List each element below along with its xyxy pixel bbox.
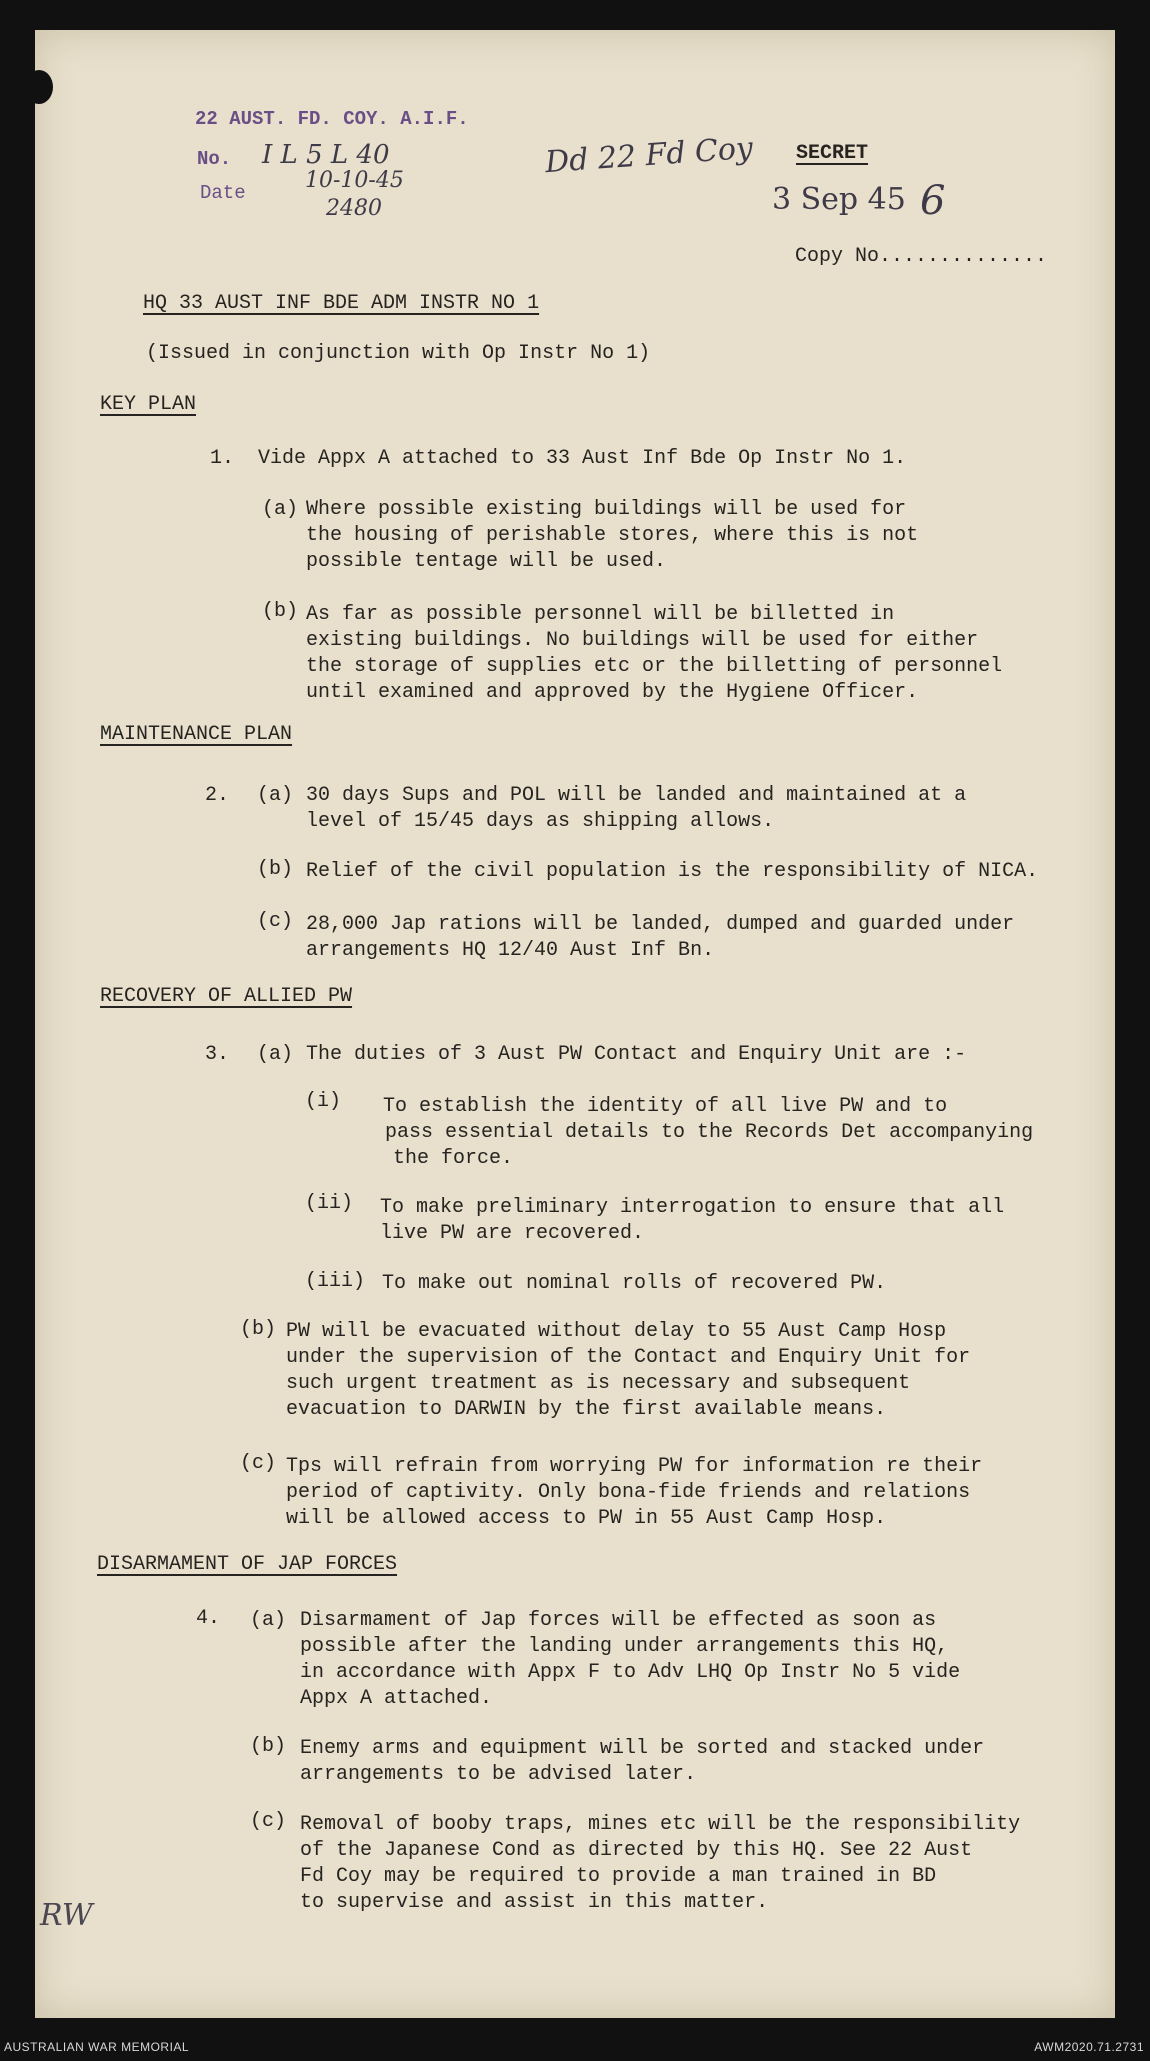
para-3-number: 3.	[205, 1043, 230, 1066]
para-2c-line-2: arrangements HQ 12/40 Aust Inf Bn.	[306, 939, 715, 962]
para-4c-line-1: Removal of booby traps, mines etc will be the responsibility	[300, 1813, 1021, 1836]
para-1b-line-1: As far as possible personnel will be billetted in	[306, 603, 895, 626]
para-3a-i-label: (i)	[305, 1090, 342, 1113]
para-4b-line-2: arrangements to be advised later.	[300, 1763, 697, 1786]
para-4c-line-3: Fd Coy may be required to provide a man trained in BD	[300, 1865, 937, 1888]
para-2c-label: (c)	[257, 910, 294, 933]
para-2a-label: (a)	[257, 784, 294, 807]
heading-disarmament: DISARMAMENT OF JAP FORCES	[97, 1553, 398, 1576]
para-4a-line-3: in accordance with Appx F to Adv LHQ Op Instr No 5 vide	[300, 1661, 961, 1684]
para-1b-line-2: existing buildings. No buildings will be used for either	[306, 629, 979, 652]
para-3a-iii-line-1: To make out nominal rolls of recovered PW.	[382, 1272, 887, 1295]
para-1a-label: (a)	[262, 498, 299, 521]
para-3a-ii-line-1: To make preliminary interrogation to ensure that all	[380, 1196, 1005, 1219]
para-4-number: 4.	[196, 1607, 221, 1630]
para-3a-i-line-1: To establish the identity of all live PW and to	[383, 1095, 948, 1118]
para-4c-label: (c)	[250, 1810, 287, 1833]
para-1a-line-3: possible tentage will be used.	[306, 550, 667, 573]
para-1-number: 1.	[210, 447, 235, 470]
para-2a-line-1: 30 days Sups and POL will be landed and maintained at a	[306, 784, 967, 807]
document-page	[35, 30, 1115, 2018]
para-4c-line-4: to supervise and assist in this matter.	[300, 1891, 769, 1914]
para-3b-line-4: evacuation to DARWIN by the first available means.	[286, 1398, 887, 1421]
para-3b-line-2: under the supervision of the Contact and Enquiry Unit for	[286, 1346, 971, 1369]
copy-number: 6	[920, 178, 946, 224]
para-2b-label: (b)	[257, 858, 294, 881]
para-4b-line-1: Enemy arms and equipment will be sorted and stacked under	[300, 1737, 985, 1760]
handwritten-annotation: Dd 22 Fd Coy	[544, 130, 754, 181]
para-3c-label: (c)	[240, 1452, 277, 1475]
para-3a-line-1: The duties of 3 Aust PW Contact and Enquiry Unit are :-	[306, 1043, 967, 1066]
para-3b-label: (b)	[240, 1318, 277, 1341]
para-2-number: 2.	[205, 784, 230, 807]
para-3c-line-1: Tps will refrain from worrying PW for information re their	[286, 1455, 983, 1478]
para-1b-line-4: until examined and approved by the Hygiene Officer.	[306, 681, 919, 704]
heading-maintenance-plan: MAINTENANCE PLAN	[100, 723, 293, 746]
para-4a-line-2: possible after the landing under arrangements this HQ,	[300, 1635, 949, 1658]
heading-key-plan: KEY PLAN	[100, 393, 197, 416]
para-3a-ii-label: (ii)	[305, 1192, 354, 1215]
para-3a-label: (a)	[257, 1043, 294, 1066]
para-1b-line-3: the storage of supplies etc or the billetting of personnel	[306, 655, 1003, 678]
para-1-intro: Vide Appx A attached to 33 Aust Inf Bde Op Instr No 1.	[258, 447, 907, 470]
stamp-extra-value: 2480	[326, 196, 382, 221]
stamp-unit: 22 AUST. FD. COY. A.I.F.	[195, 108, 469, 130]
document-date: 3 Sep 45	[772, 182, 906, 217]
handwritten-initials: RW	[40, 1898, 93, 1933]
para-4a-line-1: Disarmament of Jap forces will be effected as soon as	[300, 1609, 937, 1632]
classification-secret: SECRET	[796, 142, 869, 165]
para-3b-line-1: PW will be evacuated without delay to 55 Aust Camp Hosp	[286, 1320, 947, 1343]
footer-catalogue-number: AWM2020.71.2731	[1034, 2040, 1144, 2054]
para-3c-line-3: will be allowed access to PW in 55 Aust Camp Hosp.	[286, 1507, 887, 1530]
para-3a-ii-line-2: live PW are recovered.	[380, 1222, 645, 1245]
para-4b-label: (b)	[250, 1735, 287, 1758]
stamp-no-value: I L 5 L 40	[262, 140, 390, 170]
document-subtitle: (Issued in conjunction with Op Instr No 1)	[146, 342, 651, 365]
para-2c-line-1: 28,000 Jap rations will be landed, dumped and guarded under	[306, 913, 1015, 936]
stamp-no-label: No.	[197, 148, 232, 170]
heading-recovery: RECOVERY OF ALLIED PW	[100, 985, 353, 1008]
para-1a-line-2: the housing of perishable stores, where this is not	[306, 524, 919, 547]
para-3a-iii-label: (iii)	[305, 1270, 366, 1293]
copy-label: Copy No..............	[795, 245, 1048, 268]
para-3a-i-line-3: the force.	[393, 1147, 514, 1170]
para-4a-line-4: Appx A attached.	[300, 1687, 493, 1710]
para-4c-line-2: of the Japanese Cond as directed by this HQ. See 22 Aust	[300, 1839, 973, 1862]
punch-hole	[25, 70, 53, 104]
para-3c-line-2: period of captivity. Only bona-fide friends and relations	[286, 1481, 971, 1504]
document-title: HQ 33 AUST INF BDE ADM INSTR NO 1	[143, 292, 540, 315]
para-1b-label: (b)	[262, 600, 299, 623]
stamp-date-value: 10-10-45	[305, 168, 404, 193]
para-2b-line-1: Relief of the civil population is the responsibility of NICA.	[306, 860, 1039, 883]
para-3a-i-line-2: pass essential details to the Records Det accompanying	[385, 1121, 1034, 1144]
para-2a-line-2: level of 15/45 days as shipping allows.	[306, 810, 775, 833]
para-3b-line-3: such urgent treatment as is necessary and subsequent	[286, 1372, 911, 1395]
para-4a-label: (a)	[250, 1609, 287, 1632]
footer-institution: AUSTRALIAN WAR MEMORIAL	[4, 2040, 190, 2054]
stamp-date-label: Date	[200, 182, 246, 204]
para-1a-line-1: Where possible existing buildings will be used for	[306, 498, 907, 521]
